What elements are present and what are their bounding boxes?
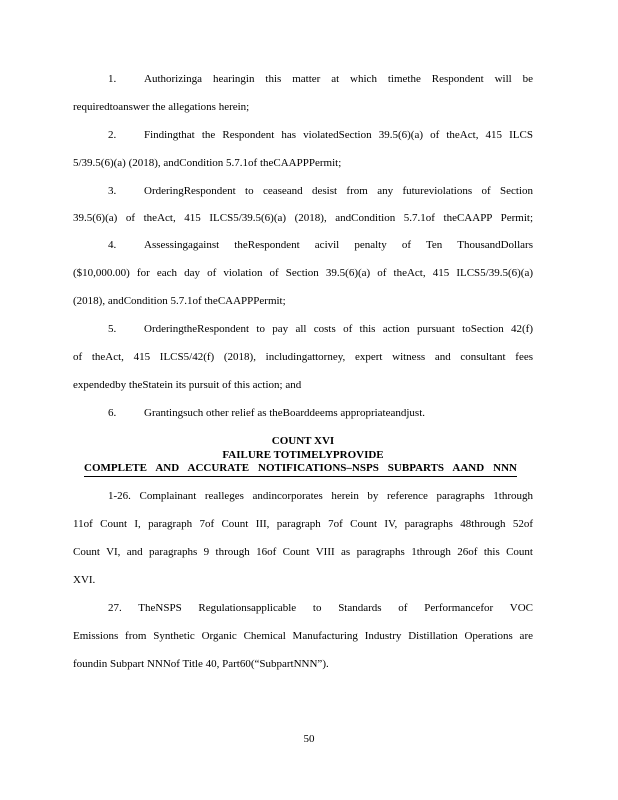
count-heading-line-1: COUNT XVI: [271, 435, 335, 447]
prayer-item-text: Authorizinga hearingin this matter at which timethe Respondent will be: [144, 73, 533, 85]
prayer-item-number: 1.: [108, 73, 117, 85]
prayer-item-text: Grantingsuch other relief as theBoarddeems appropriateandjust.: [144, 407, 426, 419]
prayer-item-text: Assessingagainst theRespondent acivil penalty of Ten ThousandDollars: [144, 239, 533, 251]
paragraph-1-26-line-2: 11of Count I, paragraph 7of Count III, paragraph 7of Count IV, paragraphs 48through 52of: [73, 518, 533, 530]
paragraph-1-26-line-3: Count VI, and paragraphs 9 through 16of Count VIII as paragraphs 1through 26of this Count: [73, 546, 533, 558]
page-number: 50: [303, 733, 315, 745]
prayer-item-4-line-3: (2018), andCondition 5.7.1of theCAAPPPermit;: [73, 295, 286, 307]
prayer-item-5-line-3: expendedby theStatein its pursuit of this action; and: [73, 379, 302, 391]
prayer-item-number: 5.: [108, 323, 117, 335]
prayer-item-3-line-1: [108, 184, 533, 198]
prayer-item-number: 2.: [108, 129, 117, 141]
prayer-item-1-line-1: [108, 72, 533, 86]
prayer-item-5-line-1: [108, 322, 533, 336]
prayer-item-number: 4.: [108, 239, 117, 251]
prayer-item-6-line-1: [108, 406, 568, 420]
count-heading-line-3: COMPLETE AND ACCURATE NOTIFICATIONS–NSPS SUBPARTS AAND NNN: [84, 461, 517, 477]
prayer-item-2-line-2: 5/39.5(6)(a) (2018), andCondition 5.7.1of theCAAPPPermit;: [73, 157, 342, 169]
prayer-item-3-line-2: 39.5(6)(a) of theAct, 415 ILCS5/39.5(6)(a) (2018), andCondition 5.7.1of theCAAPP Permit;: [73, 212, 533, 224]
prayer-item-4-line-2: ($10,000.00) for each day of violation of Section 39.5(6)(a) of theAct, 415 ILCS5/39.5(6)(a): [73, 267, 533, 279]
count-heading-line-2: FAILURE TOTIMELYPROVIDE: [222, 449, 384, 461]
prayer-item-text: Findingthat the Respondent has violatedSection 39.5(6)(a) of theAct, 415 ILCS: [144, 129, 533, 141]
prayer-item-text: OrderingRespondent to ceaseand desist from any futureviolations of Section: [144, 185, 533, 197]
prayer-item-number: 3.: [108, 185, 117, 197]
paragraph-27-line-3: foundin Subpart NNNof Title 40, Part60(“SubpartNNN”).: [73, 658, 329, 670]
prayer-item-5-line-2: of theAct, 415 ILCS5/42(f) (2018), includingattorney, expert witness and consultant fees: [73, 351, 533, 363]
paragraph-27-line-2: Emissions from Synthetic Organic Chemical Manufacturing Industry Distillation Operations are: [73, 630, 533, 642]
paragraph-27-line-1: 27. TheNSPS Regulationsapplicable to Standards of Performancefor VOC: [108, 602, 533, 614]
prayer-item-2-line-1: [108, 128, 533, 142]
paragraph-1-26-line-1: 1-26. Complainant realleges andincorporates herein by reference paragraphs 1through: [108, 490, 533, 502]
prayer-item-1-line-2: requiredtoanswer the allegations herein;: [73, 101, 250, 113]
prayer-item-4-line-1: [108, 238, 533, 252]
paragraph-1-26-line-4: XVI.: [73, 574, 96, 586]
prayer-item-number: 6.: [108, 407, 117, 419]
prayer-item-text: OrderingtheRespondent to pay all costs of this action pursuant toSection 42(f): [144, 323, 533, 335]
